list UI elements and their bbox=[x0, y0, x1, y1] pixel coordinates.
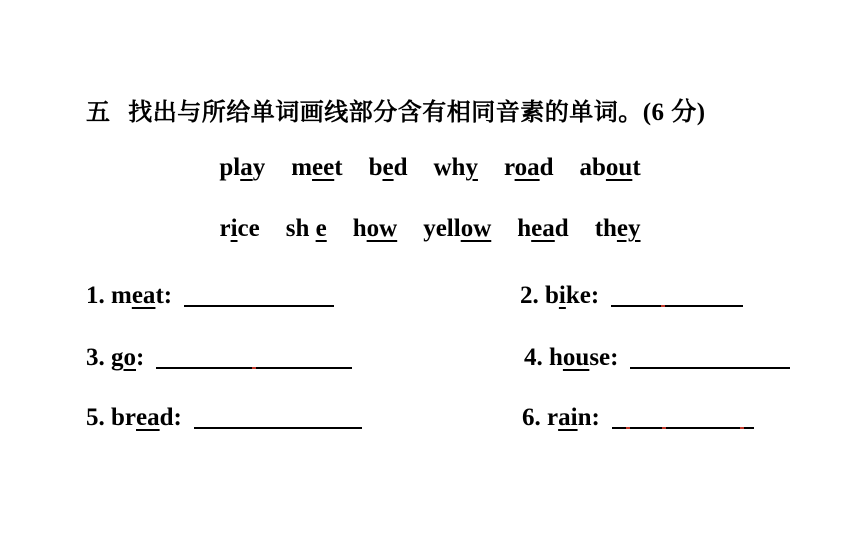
answer-blank-4[interactable] bbox=[630, 345, 790, 369]
question-4: 4. h ou se: bbox=[524, 341, 790, 372]
word-bank-word: play bbox=[219, 154, 266, 181]
question-5: 5. br ea d: bbox=[86, 401, 362, 432]
word-bank-word: they bbox=[594, 215, 641, 242]
word-bank-word: bed bbox=[368, 154, 408, 181]
question-6: 6. r ai n: bbox=[522, 401, 754, 432]
word-bank-row-2 bbox=[0, 215, 860, 243]
word-bank-word: meet bbox=[291, 154, 343, 181]
question-1: 1. m ea t: bbox=[86, 279, 334, 310]
score-label: (6 分) bbox=[642, 99, 706, 126]
word-bank-word: road bbox=[503, 154, 554, 181]
word-bank-word: head bbox=[517, 215, 569, 242]
word-bank-word: rice bbox=[219, 215, 260, 242]
word-bank-word: why bbox=[433, 154, 478, 181]
word-bank-word: how bbox=[352, 215, 398, 242]
question-3: 3. g o : bbox=[86, 341, 352, 372]
word-bank-word: sh e bbox=[285, 215, 327, 242]
answer-blank-6[interactable] bbox=[612, 405, 754, 429]
answer-blank-1[interactable] bbox=[184, 283, 334, 307]
word-bank-word: yellow bbox=[423, 215, 492, 242]
instruction-text: 找出与所给单词画线部分含有相同音素的单词。 bbox=[128, 98, 643, 126]
exercise-title bbox=[86, 92, 706, 128]
section-number: 五 bbox=[86, 98, 111, 126]
answer-blank-2[interactable] bbox=[611, 283, 743, 307]
answer-blank-5[interactable] bbox=[194, 405, 362, 429]
answer-blank-3[interactable] bbox=[156, 345, 352, 369]
question-2: 2. b i ke: bbox=[520, 279, 743, 310]
word-bank-row-1 bbox=[0, 154, 860, 182]
word-bank-word: about bbox=[579, 154, 641, 181]
